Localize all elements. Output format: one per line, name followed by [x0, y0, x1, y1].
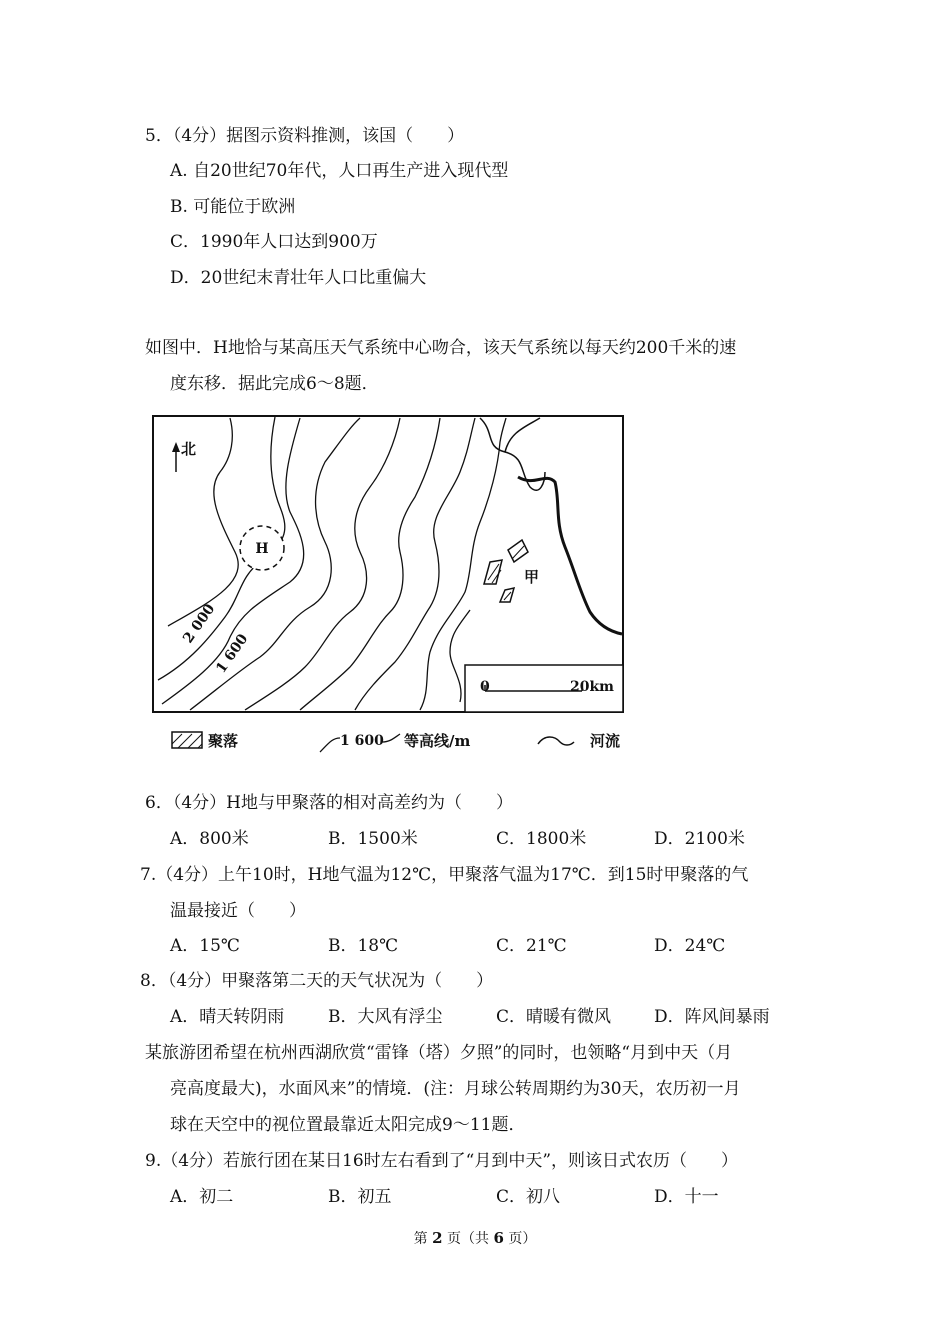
- north-label: 北: [181, 440, 197, 458]
- page-footer: [0, 1228, 950, 1248]
- q5-option-b: B. 可能位于欧洲: [170, 197, 296, 217]
- intro-6-8-line2: 度东移．据此完成6～8题．: [170, 374, 379, 394]
- north-arrow-head-icon: [172, 442, 180, 452]
- river-main: [518, 477, 622, 634]
- legend-contour-label: 等高线/m: [404, 732, 471, 750]
- q5-option-c: C．1990年人口达到900万: [170, 232, 378, 252]
- intro-9-11-line1: 某旅游团希望在杭州西湖欣赏“雷锋（塔）夕照”的同时，也领略“月到中天（月: [145, 1043, 733, 1063]
- footer-suffix: 页）: [503, 1231, 537, 1247]
- scale-zero-label: 0: [480, 679, 490, 695]
- q8-stem: 8．（4分）甲聚落第二天的天气状况为（ ）: [140, 971, 494, 991]
- contour-line: [300, 418, 440, 710]
- q6-stem: 6．（4分）H地与甲聚落的相对高差约为（ ）: [145, 793, 513, 813]
- q8-option-b: B．大风有浮尘: [328, 1007, 443, 1027]
- footer-page-number: 2: [432, 1229, 443, 1247]
- legend-river-label: 河流: [590, 732, 621, 750]
- q7-option-a: A．15℃: [170, 936, 240, 956]
- q7-stem-line1: 7.（4分）上午10时，H地气温为12℃，甲聚落气温为17℃．到15时甲聚落的气: [140, 865, 749, 885]
- q9-option-a: A．初二: [170, 1187, 234, 1207]
- footer-prefix: 第: [413, 1231, 433, 1247]
- contour-label-2000: 2 000: [180, 601, 219, 647]
- contour-lines: [158, 417, 506, 710]
- intro-9-11-line2: 亮高度最大)，水面风来”的情境．(注：月球公转周期约为30天，农历初一月: [170, 1079, 741, 1099]
- q9-option-c: C．初八: [496, 1187, 561, 1207]
- q7-option-c: C．21℃: [496, 936, 567, 956]
- q5-stem: 5．（4分）据图示资料推测，该国（ ）: [145, 126, 465, 146]
- legend-river-swatch: [538, 737, 574, 745]
- q9-option-b: B．初五: [328, 1187, 392, 1207]
- q5-option-a: A. 自20世纪70年代，人口再生产进入现代型: [170, 161, 509, 181]
- scale-end-label: 20km: [570, 679, 614, 695]
- q6-option-c: C．1800米: [496, 829, 587, 849]
- h-label: H: [255, 541, 269, 557]
- contour-label-1600: 1 600: [213, 631, 252, 677]
- legend-contour-value: 1 600: [340, 733, 384, 749]
- jia-label: 甲: [524, 568, 540, 586]
- legend-settlement-label: 聚落: [208, 732, 239, 750]
- q8-option-d: D．阵风间暴雨: [654, 1007, 770, 1027]
- footer-total-pages: 6: [493, 1229, 504, 1247]
- q9-option-d: D．十一: [654, 1187, 719, 1207]
- q9-stem: 9.（4分）若旅行团在某日16时左右看到了“月到中天”，则该日式农历（ ）: [145, 1151, 739, 1171]
- q6-option-d: D．2100米: [654, 829, 745, 849]
- q6-option-b: B．1500米: [328, 829, 418, 849]
- q7-option-d: D．24℃: [654, 936, 726, 956]
- q8-option-c: C．晴暖有微风: [496, 1007, 612, 1027]
- q8-option-a: A．晴天转阴雨: [170, 1007, 285, 1027]
- contour-map-figure: [150, 412, 630, 757]
- q5-option-d: D．20世纪末青壮年人口比重偏大: [170, 268, 427, 288]
- q7-option-b: B．18℃: [328, 936, 399, 956]
- q7-stem-line2: 温最接近（ ）: [170, 901, 306, 921]
- footer-middle: 页（共: [442, 1231, 494, 1247]
- legend-contour-swatch: [320, 738, 340, 752]
- contour-line: [355, 418, 475, 710]
- intro-6-8-line1: 如图中．H地恰与某高压天气系统中心吻合，该天气系统以每天约200千米的速: [145, 338, 737, 358]
- q6-option-a: A．800米: [170, 829, 249, 849]
- intro-9-11-line3: 球在天空中的视位置最靠近太阳完成9～11题．: [170, 1115, 526, 1135]
- river-thin: [505, 418, 540, 452]
